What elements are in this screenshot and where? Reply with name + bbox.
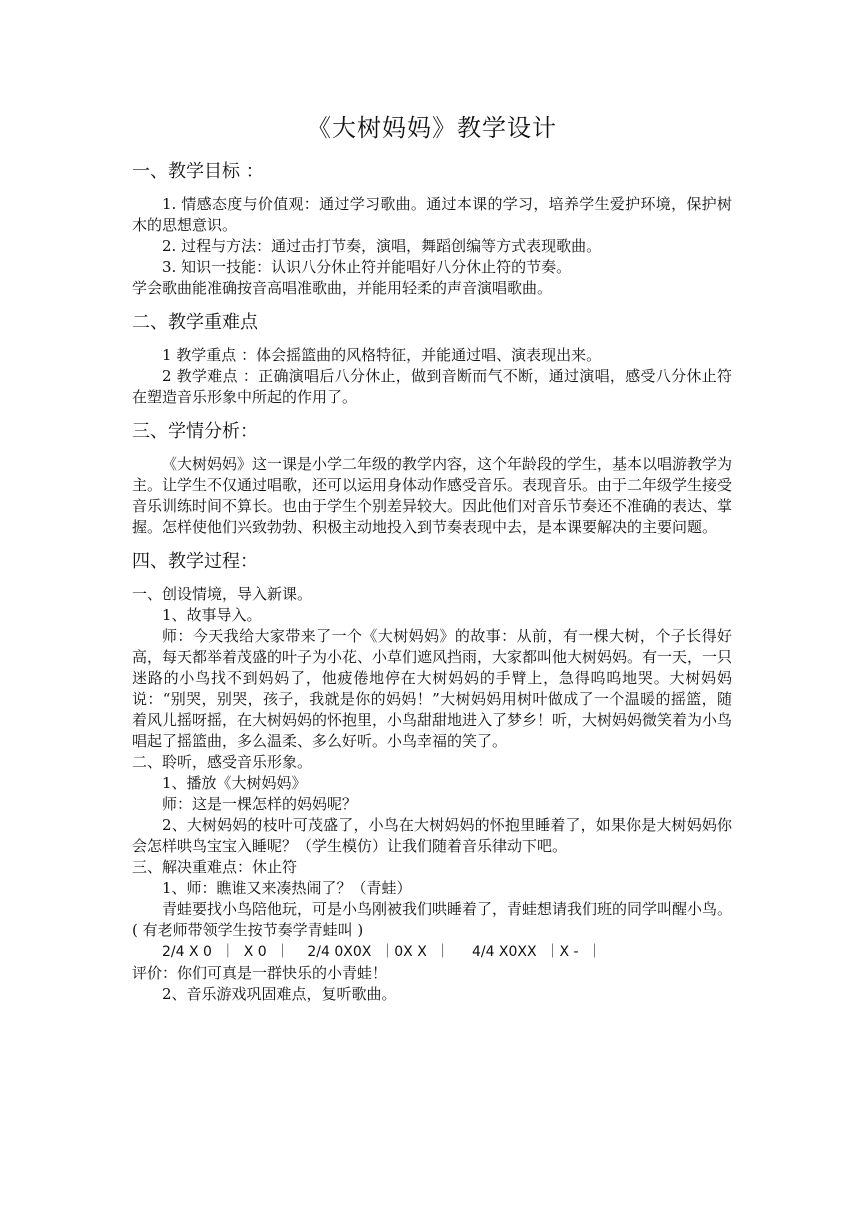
section-heading-process: 四、教学过程：	[132, 551, 258, 572]
paragraph: 1、播放《大树妈妈》	[162, 774, 307, 792]
paragraph: 评价：你们可真是一群快乐的小青蛙！	[132, 964, 388, 982]
paragraph: 师：今天我给大家带来了一个《大树妈妈》的故事：从前，有一棵大树，个子长得好高，每天都举着茂盛的叶子为小花、小草们遮风挡雨，大家都叫他大树妈妈。有一天，一只迷路的小鸟找不到妈妈了，他疲倦地停在大树妈妈的手臂上，急得呜呜地哭。大树妈妈说：“别哭，别哭，孩子，我就是你的妈妈！”大树妈妈用树叶做成了一个温暖的摇篮，随着风儿摇呀摇，在大树妈妈的怀抱里，小鸟甜甜地进入了梦乡！听，大树妈妈微笑着为小鸟唱起了摇篮曲，多么温柔、多么好听。小鸟幸福的笑了。	[132, 627, 733, 750]
paragraph: 1、师：瞧谁又来凑热闹了？（青蛙）	[162, 879, 412, 897]
paragraph: 一、创设情境，导入新课。	[132, 585, 313, 603]
section-heading-objectives: 一、教学目标 ：	[132, 161, 264, 182]
paragraph: 三、解决重难点：休止符	[132, 858, 298, 876]
paragraph: 青蛙要找小鸟陪他玩，可是小鸟刚被我们哄睡着了，青蛙想请我们班的同学叫醒小鸟。 ( 有老师带领学生按节奏学青蛙叫 )	[132, 900, 733, 939]
section-heading-key-points: 二、教学重难点	[132, 312, 258, 333]
paragraph: 二、聆听，感受音乐形象。	[132, 753, 313, 771]
paragraph: 2、音乐游戏巩固难点，复听歌曲。	[162, 985, 397, 1003]
document-page	[132, 108, 732, 1005]
paragraph: 1 教学重点 ：体会摇篮曲的风格特征，并能通过唱、演表现出来。	[162, 346, 602, 364]
section-heading-analysis: 三、学情分析：	[132, 421, 258, 442]
paragraph: 3. 知识一技能：认识八分休止符并能唱好八分休止符的节奏。	[162, 258, 572, 276]
paragraph: 2、大树妈妈的枝叶可茂盛了，小鸟在大树妈妈的怀抱里睡着了，如果你是大树妈妈你会怎样哄鸟宝宝入睡呢？（学生模仿）让我们随着音乐律动下吧。	[132, 816, 732, 855]
paragraph: 2 教学难点 ：正确演唱后八分休止，做到音断而气不断，通过演唱，感受八分休止符在塑造音乐形象中所起的作用了。	[132, 367, 732, 406]
rhythm-notation: 2/4 X 0 ｜ X 0 ｜ 2/4 0X0X ｜0X X ｜ 4/4 X0XX ｜X - ｜	[162, 944, 602, 960]
paragraph: 学会歌曲能准确按音高唱准歌曲，并能用轻柔的声音演唱歌曲。	[132, 279, 553, 297]
paragraph: 1. 情感态度与价值观：通过学习歌曲。通过本课的学习，培养学生爱护环境，保护树木的思想意识。	[132, 195, 732, 234]
document-title: 《大树妈妈》教学设计	[307, 114, 557, 142]
paragraph: 师：这是一棵怎样的妈妈呢？	[162, 795, 358, 813]
paragraph: 2. 过程与方法：通过击打节奏，演唱，舞蹈创编等方式表现歌曲。	[162, 237, 602, 255]
paragraph: 《大树妈妈》这一课是小学二年级的教学内容，这个年龄段的学生，基本以唱游教学为主。让学生不仅通过唱歌，还可以运用身体动作感受音乐。表现音乐。由于二年级学生接受音乐训练时间不算长。也由于学生个别差异较大。因此他们对音乐节奏还不准确的表达、掌握。怎样使他们兴致勃勃、积极主动地投入到节奏表现中去，是本课要解决的主要问题。	[132, 455, 733, 536]
paragraph: 1、故事导入。	[162, 606, 262, 624]
